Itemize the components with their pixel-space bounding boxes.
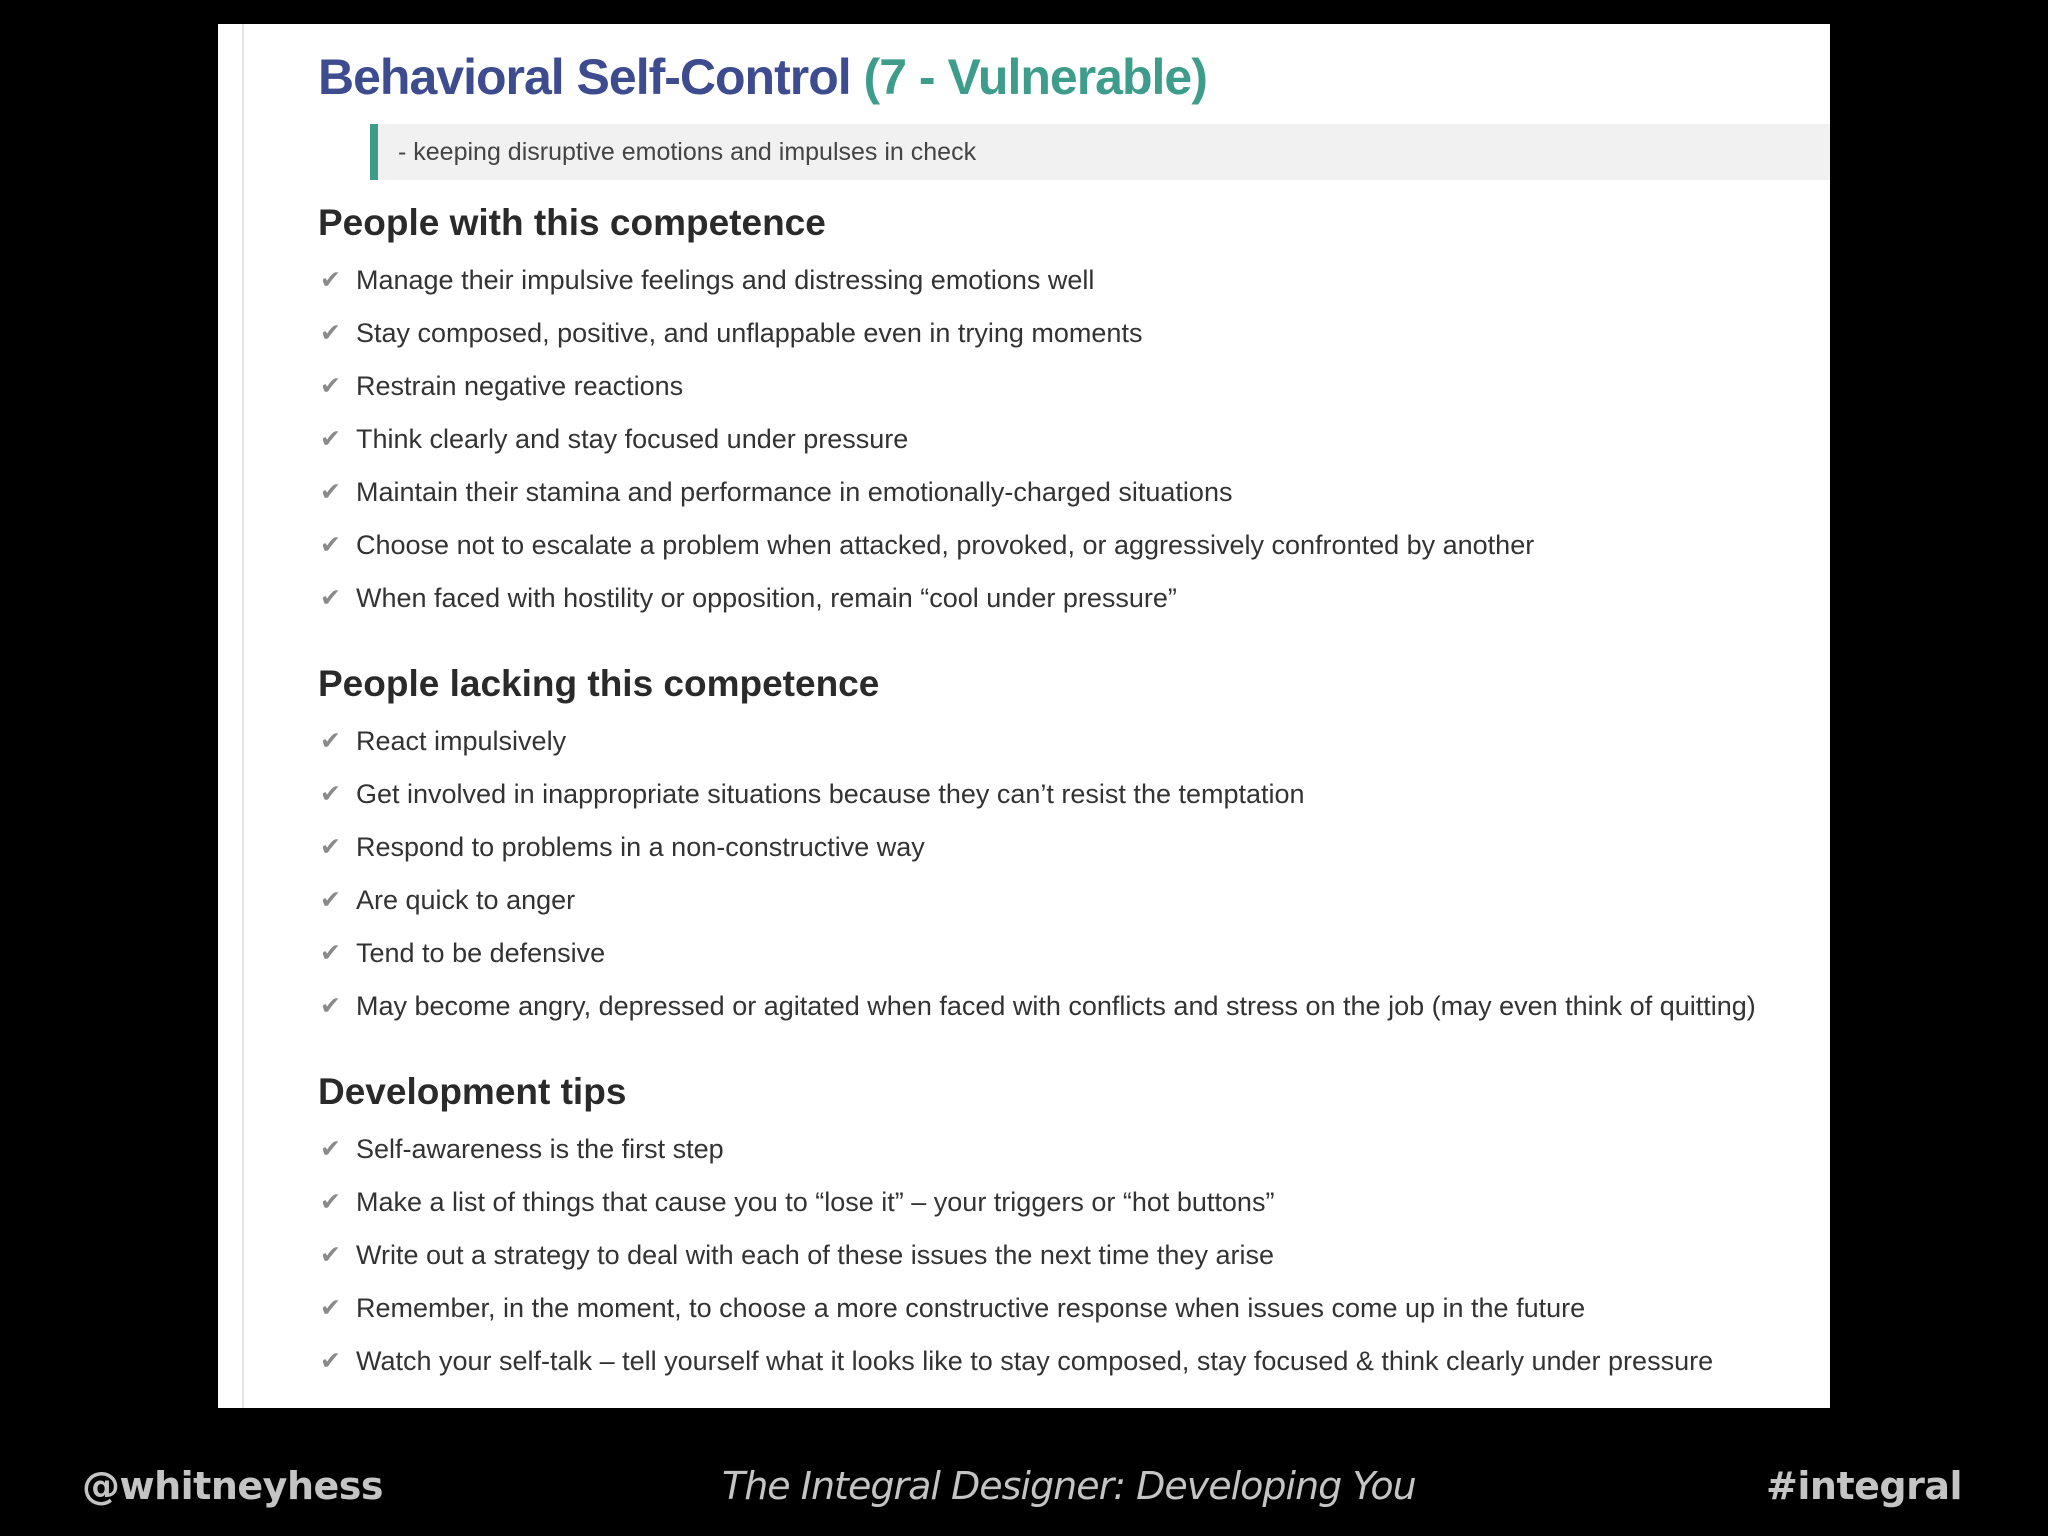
item-text: Are quick to anger <box>356 885 576 915</box>
list-item <box>318 1229 1818 1282</box>
check-icon: ✔ <box>320 1241 341 1269</box>
item-text: Write out a strategy to deal with each of these issues the next time they arise <box>356 1240 1274 1270</box>
item-text: Restrain negative reactions <box>356 371 684 401</box>
check-icon: ✔ <box>320 780 341 808</box>
check-icon: ✔ <box>320 425 341 453</box>
list-item <box>318 1176 1818 1229</box>
check-icon: ✔ <box>320 833 341 861</box>
footer-hashtag: #integral <box>1766 1464 1962 1508</box>
item-text: Think clearly and stay focused under pressure <box>356 424 909 454</box>
item-text: Make a list of things that cause you to “lose it” – your triggers or “hot buttons” <box>356 1187 1275 1217</box>
title-main: Behavioral Self-Control <box>318 49 851 105</box>
list-item <box>318 413 1818 466</box>
item-text: Choose not to escalate a problem when attacked, provoked, or aggressively confronted by another <box>356 530 1535 560</box>
check-icon: ✔ <box>320 727 341 755</box>
list-item <box>318 572 1818 625</box>
item-text: Tend to be defensive <box>356 938 606 968</box>
slide-footer <box>0 1456 2048 1516</box>
check-icon: ✔ <box>320 1188 341 1216</box>
check-icon: ✔ <box>320 939 341 967</box>
item-text: When faced with hostility or opposition, remain “cool under pressure” <box>356 583 1177 613</box>
list-item <box>318 927 1818 980</box>
check-icon: ✔ <box>320 992 341 1020</box>
list-item <box>318 466 1818 519</box>
list-item <box>318 874 1818 927</box>
item-text: Remember, in the moment, to choose a more constructive response when issues come up in the future <box>356 1293 1586 1323</box>
check-icon: ✔ <box>320 372 341 400</box>
definition-text: - keeping disruptive emotions and impulses in check <box>398 138 977 166</box>
page-title <box>318 42 1818 112</box>
list-item <box>318 980 1818 1033</box>
screenshot-panel <box>218 24 1830 1408</box>
list-tips <box>318 1123 1818 1388</box>
list-item <box>318 768 1818 821</box>
list-item <box>318 1282 1818 1335</box>
check-icon: ✔ <box>320 319 341 347</box>
footer-talk-title: The Integral Designer: Developing You <box>722 1464 1416 1508</box>
footer-handle: @whitneyhess <box>82 1464 384 1508</box>
section-heading-tips: Development tips <box>318 1071 627 1112</box>
check-icon: ✔ <box>320 1294 341 1322</box>
check-icon: ✔ <box>320 266 341 294</box>
item-text: Stay composed, positive, and unflappable even in trying moments <box>356 318 1143 348</box>
check-icon: ✔ <box>320 584 341 612</box>
list-item <box>318 1335 1818 1388</box>
check-icon: ✔ <box>320 1135 341 1163</box>
panel-left-rule <box>242 24 244 1408</box>
list-item <box>318 1123 1818 1176</box>
list-with <box>318 254 1818 625</box>
item-text: React impulsively <box>356 726 567 756</box>
list-item <box>318 715 1818 768</box>
definition-quote <box>370 124 1830 180</box>
list-item <box>318 360 1818 413</box>
item-text: Get involved in inappropriate situations because they can’t resist the temptation <box>356 779 1305 809</box>
competence-content <box>318 42 1818 1388</box>
list-item <box>318 519 1818 572</box>
item-text: Maintain their stamina and performance in emotionally-charged situations <box>356 477 1233 507</box>
item-text: Respond to problems in a non-constructive way <box>356 832 925 862</box>
check-icon: ✔ <box>320 1347 341 1375</box>
item-text: Manage their impulsive feelings and distressing emotions well <box>356 265 1095 295</box>
item-text: May become angry, depressed or agitated when faced with conflicts and stress on the job (may even think of quitting) <box>356 991 1756 1021</box>
section-heading-lacking: People lacking this competence <box>318 663 880 704</box>
list-item <box>318 254 1818 307</box>
item-text: Self-awareness is the first step <box>356 1134 724 1164</box>
check-icon: ✔ <box>320 478 341 506</box>
title-level: (7 - Vulnerable) <box>863 49 1207 105</box>
list-lacking <box>318 715 1818 1033</box>
item-text: Watch your self-talk – tell yourself what it looks like to stay composed, stay focused & think clearly under pressure <box>356 1346 1714 1376</box>
section-heading-with: People with this competence <box>318 202 826 243</box>
check-icon: ✔ <box>320 886 341 914</box>
list-item <box>318 821 1818 874</box>
list-item <box>318 307 1818 360</box>
check-icon: ✔ <box>320 531 341 559</box>
